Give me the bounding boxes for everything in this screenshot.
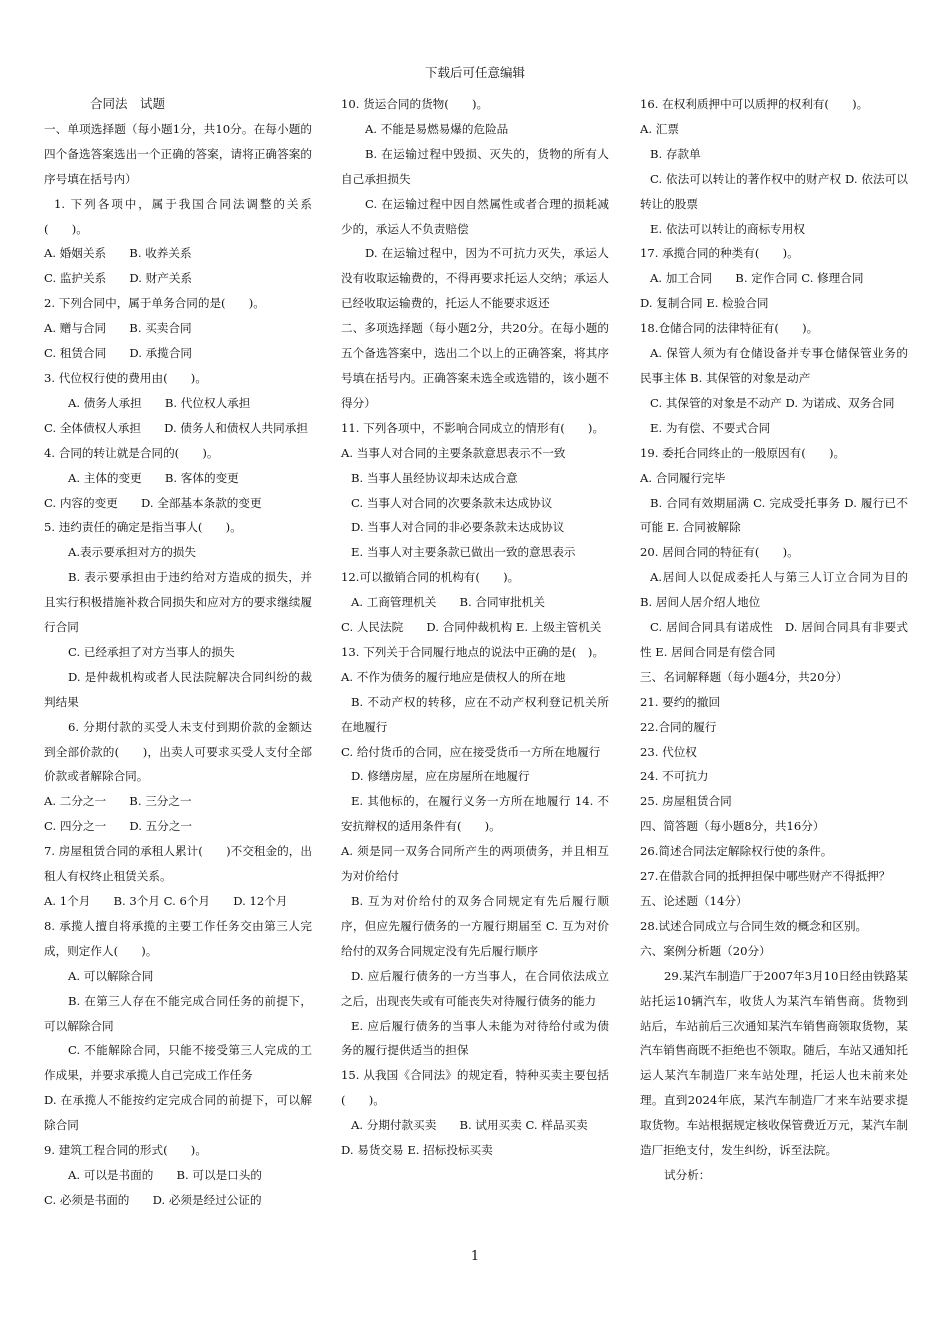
- paragraph: 合同法 试题: [90, 96, 166, 111]
- paragraph: A. 加工合同 B. 定作合同 C. 修理合同: [650, 271, 864, 286]
- paragraph: 23. 代位权: [640, 744, 697, 759]
- paragraph: A. 债务人承担 B. 代位权人承担: [68, 395, 251, 410]
- paragraph: D. 复制合同 E. 检验合同: [640, 296, 769, 311]
- paragraph: A. 须是同一双务合同所产生的两项债务，并且相互为对价给付: [341, 844, 609, 884]
- paragraph: 10. 货运合同的货物( )。: [341, 97, 489, 111]
- paragraph: 六、案例分析题（20分）: [640, 943, 771, 958]
- paragraph: D. 是仲裁机构或者人民法院解决合同纠纷的裁判结果: [44, 669, 312, 709]
- paragraph: 12.可以撤销合同的机构有( )。: [341, 570, 520, 585]
- paragraph: E. 依法可以转让的商标专用权: [650, 221, 805, 236]
- paragraph: 17. 承揽合同的种类有( )。: [640, 246, 799, 261]
- paragraph: 16. 在权利质押中可以质押的权利有( )。: [640, 97, 869, 111]
- paragraph: A. 1个月 B. 3个月 C. 6个月 D. 12个月: [44, 894, 288, 908]
- paragraph: 五、论述题（14分）: [640, 894, 748, 908]
- paragraph: C. 其保管的对象是不动产 D. 为诺成、双务合同: [650, 395, 895, 410]
- paragraph: A.表示要承担对方的损失: [68, 545, 196, 560]
- paragraph: E. 其他标的，在履行义务一方所在地履行 14. 不安抗辩权的适用条件有( )。: [341, 794, 609, 834]
- paragraph: A. 汇票: [640, 121, 679, 136]
- paragraph: 2. 下列合同中，属于单务合同的是( )。: [44, 296, 265, 311]
- paragraph: D. 修缮房屋，应在房屋所在地履行: [351, 769, 530, 784]
- paragraph: 三、名词解释题（每小题4分，共20分）: [640, 669, 848, 684]
- paragraph: 11. 下列各项中，不影响合同成立的情形有( )。: [341, 420, 605, 435]
- column-right: [640, 92, 908, 1188]
- paragraph: 四、简答题（每小题8分，共16分）: [640, 819, 825, 834]
- paragraph: C. 依法可以转让的著作权中的财产权 D. 依法可以转让的股票: [640, 171, 908, 211]
- paragraph: C. 租赁合同 D. 承揽合同: [44, 346, 193, 361]
- paragraph: B. 表示要承担由于违约给对方造成的损失，并且实行积极措施补救合同损失和应对方的要求继续履行合同: [44, 570, 312, 635]
- paragraph: C. 在运输过程中因自然属性或者合理的损耗减少的，承运人不负责赔偿: [341, 196, 609, 236]
- paragraph: A. 工商管理机关 B. 合同审批机关: [351, 595, 545, 610]
- paragraph: 4. 合同的转让就是合同的( )。: [44, 445, 219, 460]
- paragraph: C. 当事人对合同的次要条款未达成协议: [351, 495, 553, 510]
- paragraph: 15. 从我国《合同法》的规定看，特种买卖主要包括( )。: [341, 1068, 609, 1108]
- paragraph: C. 已经承担了对方当事人的损失: [68, 644, 235, 659]
- paragraph: 6. 分期付款的买受人未支付到期价款的金额达到全部价款的( )，出卖人可要求买受人支付全部价款或者解除合同。: [44, 719, 312, 784]
- paragraph: 24. 不可抗力: [640, 769, 709, 784]
- paragraph: 5. 违约责任的确定是指当事人( )。: [44, 520, 242, 535]
- paragraph: 试分析：: [664, 1167, 711, 1182]
- page-number: 1: [470, 1249, 480, 1264]
- paragraph: A. 保管人须为有仓储设备并专事仓储保管业务的民事主体 B. 其保管的对象是动产: [640, 346, 908, 385]
- paragraph: C. 居间合同具有诺成性 D. 居间合同具有非要式性 E. 居间合同是有偿合同: [640, 620, 908, 659]
- paragraph: 二、多项选择题（每小题2分，共20分。在每小题的五个备选答案中，选出二个以上的正确答案，将其序号填在括号内。正确答案未选全或选错的，该小题不得分）: [341, 321, 609, 410]
- paragraph: 19. 委托合同终止的一般原因有( )。: [640, 445, 846, 460]
- paragraph: 22.合同的履行: [640, 719, 717, 734]
- paragraph: 13. 下列关于合同履行地点的说法中正确的是( )。: [341, 644, 605, 659]
- paragraph: C. 必须是书面的 D. 必须是经过公证的: [44, 1192, 262, 1207]
- paragraph: A. 二分之一 B. 三分之一: [44, 794, 192, 809]
- paragraph: A. 当事人对合同的主要条款意思表示不一致: [341, 445, 566, 460]
- paragraph: 21. 要约的撤回: [640, 694, 721, 709]
- paragraph: A. 分期付款买卖 B. 试用买卖 C. 样品买卖: [351, 1118, 588, 1133]
- paragraph: B. 当事人虽经协议却未达成合意: [351, 470, 518, 485]
- paragraph: D. 易货交易 E. 招标投标买卖: [341, 1143, 493, 1158]
- paragraph: 7. 房屋租赁合同的承租人累计( )不交租金的，出租人有权终止租赁关系。: [44, 844, 312, 884]
- paragraph: 27.在借款合同的抵押担保中哪些财产不得抵押？: [640, 869, 891, 884]
- paragraph: E. 应后履行债务的当事人未能为对待给付或为债务的履行提供适当的担保: [341, 1018, 609, 1058]
- paragraph: 26.简述合同法定解除权行使的条件。: [640, 844, 833, 859]
- paragraph: 9. 建筑工程合同的形式( )。: [44, 1143, 207, 1158]
- paragraph: 8. 承揽人擅自将承揽的主要工作任务交由第三人完成，则定作人( )。: [44, 918, 312, 958]
- paragraph: 一、单项选择题（每小题1分，共10分。在每小题的四个备选答案选出一个正确的答案，请将正确答案的序号填在括号内）: [44, 121, 312, 186]
- paragraph: A. 不能是易燃易爆的危险品: [365, 121, 509, 136]
- paragraph: A.居间人以促成委托人与第三人订立合同为目的 B. 居间人居介绍人地位: [640, 570, 908, 610]
- paragraph: B. 在运输过程中毁损、灭失的，货物的所有人自己承担损失: [341, 146, 609, 186]
- paragraph: A. 可以是书面的 B. 可以是口头的: [68, 1167, 262, 1182]
- paragraph: D. 应后履行债务的一方当事人，在合同依法成立之后，出现丧失或有可能丧失对待履行债务的能力: [341, 968, 609, 1008]
- paragraph: B. 存款单: [650, 146, 701, 161]
- paragraph: D. 在承揽人不能按约定完成合同的前提下，可以解除合同: [44, 1093, 312, 1133]
- paragraph: 29.某汽车制造厂于2007年3月10日经由铁路某站托运10辆汽车，收货人为某汽车销售商。货物到站后，车站前后三次通知某汽车销售商领取货物，某汽车销售商既不拒绝也不领取。随后，车站又通知托运人某汽车制造厂来车站处理，托运人也未前来处理。直到2024年底，某汽车制造厂才来车站要求提取货物。车站根据规定核收保管费近万元，某汽车制造厂拒绝支付，发生纠纷，诉至法院。: [640, 968, 908, 1158]
- page-header: 下载后可任意编辑: [424, 65, 525, 80]
- paragraph: B. 在第三人存在不能完成合同任务的前提下，可以解除合同: [44, 993, 312, 1033]
- paragraph: C. 四分之一 D. 五分之一: [44, 819, 193, 834]
- paragraph: C. 内容的变更 D. 全部基本条款的变更: [44, 495, 262, 510]
- paragraph: 18.仓储合同的法律特征有( )。: [640, 321, 819, 336]
- paragraph: 25. 房屋租赁合同: [640, 794, 732, 809]
- paragraph: C. 全体债权人承担 D. 债务人和债权人共同承担: [44, 420, 308, 435]
- paragraph: C. 不能解除合同，只能不接受第三人完成的工作成果，并要求承揽人自己完成工作任务: [44, 1043, 312, 1083]
- paragraph: A. 婚姻关系 B. 收养关系: [44, 246, 192, 261]
- paragraph: E. 为有偿、不要式合同: [650, 420, 771, 435]
- paragraph: 28.试述合同成立与合同生效的概念和区别。: [640, 918, 868, 933]
- paragraph: B. 不动产权的转移，应在不动产权利登记机关所在地履行: [341, 694, 609, 734]
- paragraph: B. 合同有效期届满 C. 完成受托事务 D. 履行已不可能 E. 合同被解除: [640, 495, 908, 535]
- paragraph: 20. 居间合同的特征有( )。: [640, 545, 799, 560]
- paragraph: A. 合同履行完毕: [640, 470, 726, 485]
- paragraph: 3. 代位权行使的费用由( )。: [44, 370, 207, 385]
- paragraph: C. 监护关系 D. 财产关系: [44, 271, 193, 286]
- paragraph: C. 人民法院 D. 合同仲裁机构 E. 上级主管机关: [341, 620, 602, 635]
- column-left: [44, 92, 312, 1213]
- paragraph: B. 互为对价给付的双务合同规定有先后履行顺序，但应先履行债务的一方履行期届至 C. 互为对价给付的双务合同规定没有先后履行顺序: [341, 894, 609, 958]
- paragraph: 1. 下列各项中，属于我国合同法调整的关系( )。: [44, 196, 312, 236]
- paragraph: A. 可以解除合同: [68, 968, 154, 983]
- paragraph: A. 赠与合同 B. 买卖合同: [44, 321, 192, 336]
- paragraph: D. 当事人对合同的非必要条款未达成协议: [351, 520, 565, 535]
- paragraph: A. 主体的变更 B. 客体的变更: [68, 470, 239, 485]
- paragraph: E. 当事人对主要条款已做出一致的意思表示: [351, 545, 576, 560]
- paragraph: D. 在运输过程中，因为不可抗力灭失，承运人没有收取运输费的，不得再要求托运人交纳；承运人已经收取运输费的，托运人不能要求返还: [341, 246, 609, 311]
- column-middle: [341, 92, 609, 1163]
- paragraph: C. 给付货币的合同，应在接受货币一方所在地履行: [341, 744, 601, 759]
- paragraph: A. 不作为债务的履行地应是债权人的所在地: [341, 669, 566, 684]
